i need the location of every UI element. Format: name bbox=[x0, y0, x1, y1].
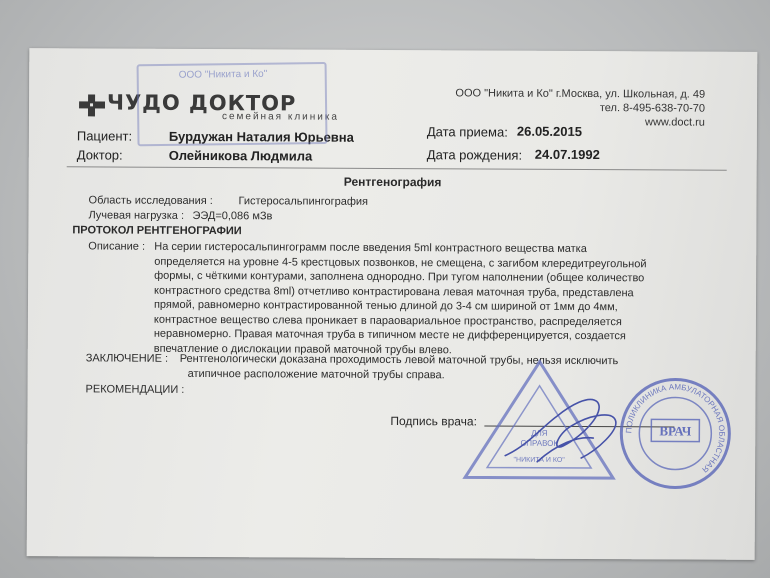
description-line: контрастное вещество слева проникает в параовариальное пространство, распределяется bbox=[153, 313, 622, 328]
signature-label: Подпись врача: bbox=[390, 413, 477, 429]
description-line: контрастного средства 8ml) отчетливо контрастирована левая маточная труба, представлена bbox=[154, 284, 634, 299]
triangle-stamp-bottom: "НИКИТА И КО" bbox=[513, 456, 565, 464]
clinic-logo-subtitle: семейная клиника bbox=[221, 111, 340, 123]
patient-name: Бурдужан Наталия Юрьевна bbox=[168, 128, 354, 145]
birth-date: 24.07.1992 bbox=[534, 146, 600, 163]
description-line: впечатление о дислокации правой маточной трубы влево. bbox=[153, 342, 452, 356]
document-sheet bbox=[27, 48, 758, 560]
description-line: На серии гистеросальпингограмм после введения 5ml контрастного вещества матка bbox=[154, 240, 587, 256]
visit-date-label: Дата приема: bbox=[426, 124, 508, 140]
description-line: прямой, равномерно контрастированной тенью длиной до 3-4 см шириной от 1мм до 4мм, bbox=[153, 298, 618, 314]
conclusion-line: Рентгенологически доказана проходимость левой маточной трубы, нельзя исключить bbox=[179, 352, 619, 368]
visit-date: 26.05.2015 bbox=[516, 123, 583, 139]
clinic-rect-stamp bbox=[137, 62, 328, 146]
triangle-stamp-top: ДЛЯ bbox=[531, 428, 548, 438]
description-text bbox=[154, 240, 735, 359]
header-divider bbox=[67, 166, 727, 170]
round-stamp-ring-text: ПОЛИКЛИНИКА АМБУЛАТОРНАЯ ОБЛАСТНАЯ bbox=[624, 382, 727, 475]
description-line: формы, с чёткими контурами, заполнена однородно. При тугом наполнении (общее количество bbox=[154, 269, 645, 285]
doctor-label: Доктор: bbox=[76, 147, 123, 163]
birth-date-label: Дата рождения: bbox=[426, 147, 523, 163]
doctor-name: Олейникова Людмила bbox=[168, 147, 313, 164]
area-label: Область исследования : bbox=[88, 194, 213, 208]
recommendations-label: РЕКОМЕНДАЦИИ : bbox=[85, 383, 185, 396]
conclusion-label: ЗАКЛЮЧЕНИЕ : bbox=[85, 352, 169, 365]
triangle-stamp-mid: СПРАВОК bbox=[520, 438, 559, 448]
company-website: www.doct.ru bbox=[645, 116, 705, 129]
rect-stamp-text: ООО "Никита и Ко" bbox=[178, 68, 268, 81]
company-address: ООО "Никита и Ко" г.Москва, ул. Школьная, д. 49 bbox=[455, 87, 706, 101]
area-value: Гистеросальпингография bbox=[238, 195, 369, 208]
conclusion-line: атипичное расположение маточной трубы справа. bbox=[187, 367, 445, 381]
dose-label: Лучевая нагрузка : bbox=[88, 209, 185, 222]
doctor-signature bbox=[497, 386, 627, 477]
dose-value: ЭЭД=0,086 мЗв bbox=[192, 209, 273, 223]
report-title: Рентгенография bbox=[343, 174, 442, 190]
clinic-logo-icon bbox=[79, 94, 105, 116]
description-line: неравномерно. Правая маточная труба в типичном месте не дифференцируется, создается bbox=[153, 327, 626, 343]
round-doctor-stamp bbox=[615, 373, 736, 494]
patient-label: Пациент: bbox=[76, 128, 133, 144]
company-phone: тел. 8-495-638-70-70 bbox=[599, 102, 706, 115]
clinic-logo-text: ЧУДО ДОКТОР bbox=[106, 90, 297, 116]
protocol-heading: ПРОТОКОЛ РЕНТГЕНОГРАФИИ bbox=[72, 224, 242, 238]
description-label: Описание : bbox=[88, 240, 146, 253]
round-stamp-center: ВРАЧ bbox=[659, 423, 692, 439]
description-line: определяется на уровне 4-5 крестцовых позвонков, не смещена, с загибом клередитреугольной bbox=[154, 255, 647, 270]
